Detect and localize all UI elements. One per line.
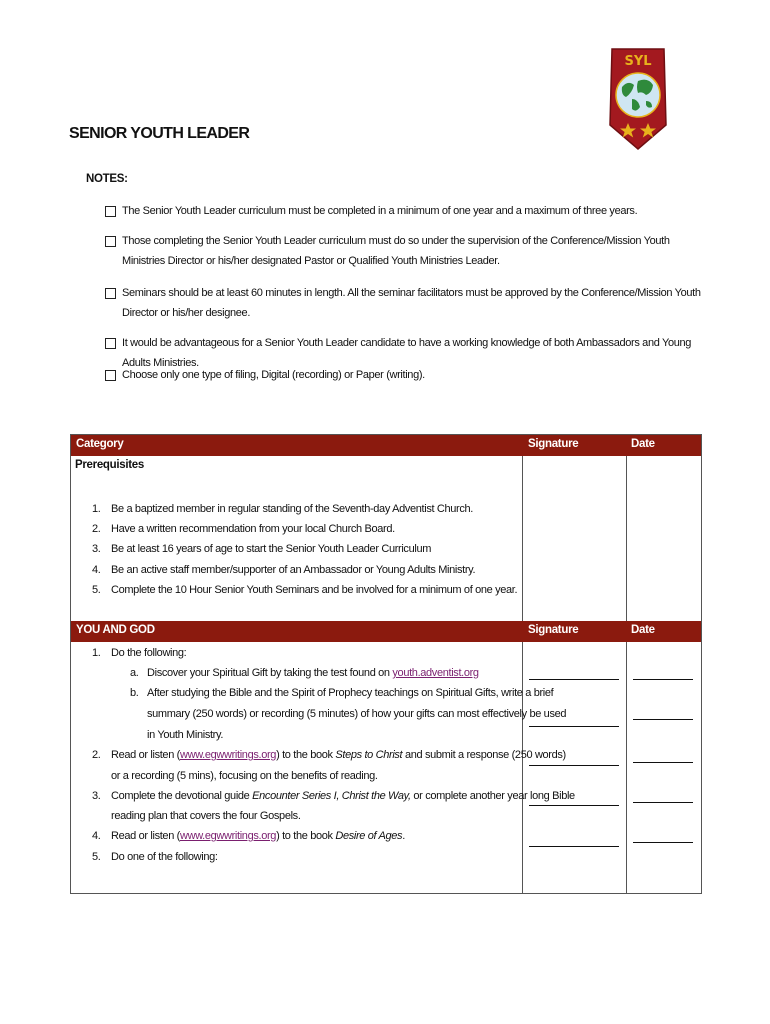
date-line[interactable] (633, 719, 693, 720)
note-text: Choose only one type of filing, Digital (recording) or Paper (writing). (122, 369, 425, 381)
signature-header: Signature (528, 624, 579, 636)
note-text: It would be advantageous for a Senior Youth Leader candidate to have a working knowledge of both Ambassadors and Young Adults Ministries. (122, 337, 692, 369)
item-text-continuation: in Youth Ministry. (147, 729, 224, 741)
category-header: Category (76, 438, 124, 450)
note-text: The Senior Youth Leader curriculum must be completed in a minimum of one year and a maximum of three years. (122, 205, 638, 217)
date-line[interactable] (633, 679, 693, 680)
item-number: 5. (92, 584, 101, 596)
item-text: Read or listen (www.egwwritings.org) to the book Desire of Ages. (111, 830, 405, 842)
item-text-continuation: or a recording (5 mins), focusing on the benefits of reading. (111, 770, 378, 782)
date-header: Date (631, 624, 655, 636)
item-number: 1. (92, 647, 101, 659)
section-header-you-and-god (71, 621, 701, 642)
signature-line[interactable] (529, 846, 619, 847)
item-text: Do the following: (111, 647, 187, 659)
item-text: Be an active staff member/supporter of an Ambassador or Young Adults Ministry. (111, 564, 476, 576)
signature-line[interactable] (529, 765, 619, 766)
item-text-continuation: reading plan that covers the four Gospels. (111, 810, 301, 822)
item-text-continuation: summary (250 words) or recording (5 minutes) of how your gifts can most effectively be used (147, 708, 567, 720)
item-text: Do one of the following: (111, 851, 218, 863)
youth-adventist-link[interactable]: youth.adventist.org (392, 667, 479, 679)
egwwritings-link[interactable]: www.egwwritings.org (180, 749, 277, 761)
item-text: Discover your Spiritual Gift by taking the test found on youth.adventist.org (147, 667, 479, 679)
note-text: Those completing the Senior Youth Leader curriculum must do so under the supervision of the Conference/Mission Youth Ministries Director or his/her designated Pastor or Qualified Youth Ministries Leader. (122, 235, 670, 267)
date-header: Date (631, 438, 655, 450)
item-letter: a. (130, 667, 139, 679)
item-number: 4. (92, 564, 101, 576)
item-text: After studying the Bible and the Spirit of Prophecy teachings on Spiritual Gifts, write a brief (147, 687, 554, 699)
signature-line[interactable] (529, 679, 619, 680)
item-text: Complete the devotional guide Encounter Series I, Christ the Way, or complete another year long Bible (111, 790, 575, 802)
notes-heading: NOTES: (86, 173, 128, 185)
you-and-god-header: YOU AND GOD (76, 624, 155, 636)
date-line[interactable] (633, 762, 693, 763)
signature-line[interactable] (529, 726, 619, 727)
note-text: Seminars should be at least 60 minutes in length. All the seminar facilitators must be approved by the Conference/Mission Youth Director or his/her designee. (122, 287, 701, 319)
signature-line[interactable] (529, 805, 619, 806)
badge-text: SYL (624, 54, 652, 69)
item-number: 2. (92, 523, 101, 535)
item-letter: b. (130, 687, 139, 699)
item-number: 2. (92, 749, 101, 761)
checkbox-icon[interactable] (105, 206, 116, 217)
item-number: 3. (92, 543, 101, 555)
item-number: 1. (92, 503, 101, 515)
item-number: 3. (92, 790, 101, 802)
signature-header: Signature (528, 438, 579, 450)
page-title: SENIOR YOUTH LEADER (69, 125, 250, 142)
checkbox-icon[interactable] (105, 370, 116, 381)
checkbox-icon[interactable] (105, 338, 116, 349)
syl-badge-logo (608, 47, 668, 151)
item-text: Be at least 16 years of age to start the Senior Youth Leader Curriculum (111, 543, 432, 555)
item-text: Be a baptized member in regular standing of the Seventh-day Adventist Church. (111, 503, 473, 515)
checkbox-icon[interactable] (105, 288, 116, 299)
date-line[interactable] (633, 842, 693, 843)
checkbox-icon[interactable] (105, 236, 116, 247)
requirements-table (70, 434, 702, 894)
item-text: Complete the 10 Hour Senior Youth Seminars and be involved for a minimum of one year. (111, 584, 518, 596)
item-number: 4. (92, 830, 101, 842)
egwwritings-link[interactable]: www.egwwritings.org (180, 830, 277, 842)
item-number: 5. (92, 851, 101, 863)
section-header-category (71, 435, 701, 456)
prerequisites-heading: Prerequisites (75, 459, 144, 471)
item-text: Have a written recommendation from your local Church Board. (111, 523, 395, 535)
date-line[interactable] (633, 802, 693, 803)
item-text: Read or listen (www.egwwritings.org) to the book Steps to Christ and submit a response (250 words) (111, 749, 566, 761)
